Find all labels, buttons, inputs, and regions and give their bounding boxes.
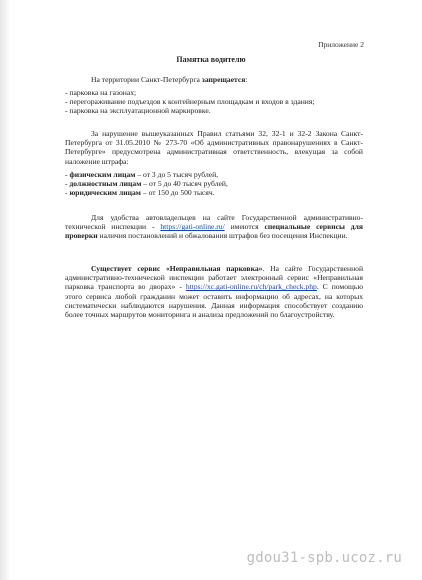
services-paragraph bbox=[65, 213, 363, 241]
site-watermark: gdou31-spb.ucoz.ru bbox=[246, 550, 402, 566]
fine-amount: – от 5 до 40 тысяч рублей, bbox=[141, 179, 228, 189]
fine-who: должностным лицам bbox=[69, 179, 142, 189]
intro-paragraph bbox=[65, 75, 363, 84]
list-item: - парковка на газонах; bbox=[65, 88, 137, 97]
list-item: - должностным лицам – от 5 до 40 тысяч рублей, bbox=[65, 179, 228, 189]
fine-who: физическим лицам bbox=[69, 170, 136, 179]
intro-lead: На территории Санкт-Петербурга bbox=[91, 75, 202, 84]
appendix-label: Приложение 2 bbox=[318, 40, 364, 49]
services-text: имеются bbox=[224, 222, 265, 232]
parking-service-heading: Существует сервис «Неправильная парковка» bbox=[91, 264, 263, 273]
fine-amount: – от 3 до 5 тысяч рублей, bbox=[135, 170, 219, 179]
prohibited-list bbox=[65, 88, 363, 116]
parking-service-text: . С помощью этого сервиса любой гражданин может оставить информацию об адресах, на которых систематически наблюдаются нарушения. Данная информация способствует созданию более точных маршрутов мониторинга и анализа предложений по благоустройству. bbox=[65, 282, 363, 320]
services-bold: специальные сервисы для проверки bbox=[65, 222, 363, 241]
document-title: Памятка водителю bbox=[176, 55, 246, 64]
fine-who: юридическим лицам bbox=[69, 188, 141, 198]
list-item: - перегораживание подъездов к контейнерным площадкам и входов в здания; bbox=[65, 97, 315, 107]
intro-prohibited: запрещается bbox=[201, 75, 246, 84]
parking-service-text: . На сайте Государственной административно-технической инспекции работает электронный сервис «Неправильная парковка транспорта во дворах» - bbox=[65, 264, 364, 292]
parking-service-paragraph bbox=[65, 264, 363, 319]
fines-list bbox=[65, 170, 363, 198]
violation-paragraph: За нарушение вышеуказанных Правил статьями 32, 32-1 и 32-2 Закона Санкт-Петербурга от 31.05.2010 № 273-70 «Об административных правонарушениях в Санкт-Петербурге» предусмотрена административная ответственность, влекущая за собой наложение штрафа: bbox=[65, 129, 363, 166]
park-check-link[interactable]: https://xc.gati-online.ru/ch/park_check.php bbox=[185, 282, 317, 292]
list-item: - парковка на эксплуатационной маркировке. bbox=[65, 106, 211, 116]
services-text: наличия постановлений и обжалования штрафов без посещения Инспекции. bbox=[97, 231, 348, 241]
fine-amount: – от 150 до 500 тысяч. bbox=[140, 188, 215, 198]
gati-link[interactable]: https://gati-online.ru/ bbox=[160, 222, 225, 232]
list-item: - юридическим лицам – от 150 до 500 тысяч. bbox=[65, 188, 215, 198]
list-item: - физическим лицам – от 3 до 5 тысяч рублей, bbox=[65, 170, 219, 179]
intro-colon: : bbox=[245, 75, 248, 84]
services-text: Для удобства автовладельцев на сайте Государственной административно-технической инспекции - bbox=[65, 213, 363, 232]
